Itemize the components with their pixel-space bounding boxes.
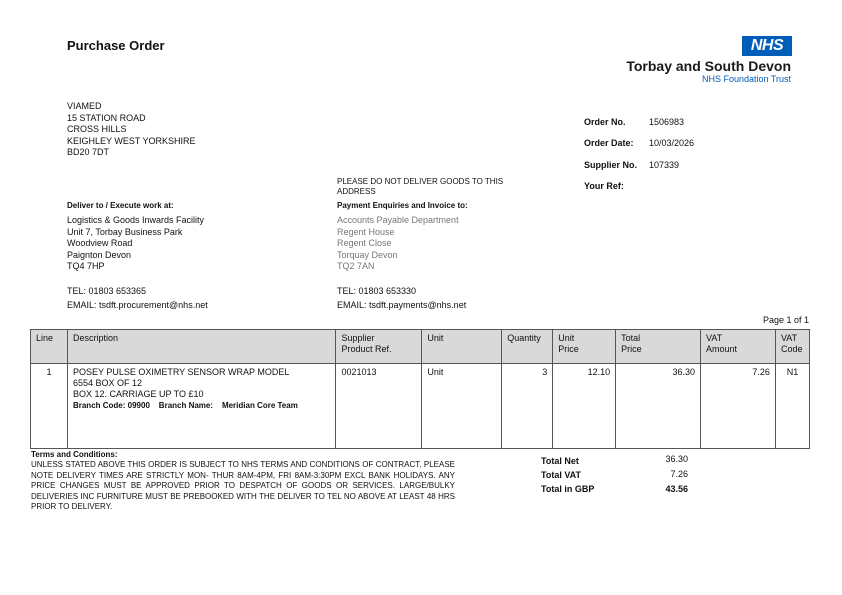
order-no-value: 1506983 (649, 117, 685, 127)
cell-vat-code: N1 (775, 364, 809, 449)
table-header-row (31, 330, 810, 364)
cell-description (67, 364, 336, 449)
terms-title: Terms and Conditions: (31, 450, 118, 459)
col-header-unit: Unit (422, 330, 502, 364)
org-subtitle: NHS Foundation Trust (701, 74, 791, 84)
col-header-vat-code-line: VAT (780, 333, 798, 343)
terms-section (31, 450, 455, 512)
col-header-quantity: Quantity (502, 330, 553, 364)
col-header-vat-amount-line: VAT (706, 333, 723, 343)
supplier-no-value: 107339 (649, 160, 680, 170)
description-line: 6554 BOX OF 12 (72, 378, 143, 388)
order-no-label: Order No. (584, 117, 626, 127)
description-line: POSEY PULSE OXIMETRY SENSOR WRAP MODEL (72, 367, 290, 377)
cell-vat-amount: 7.26 (701, 364, 776, 449)
org-name: Torbay and South Devon (626, 58, 791, 74)
page-indicator: Page 1 of 1 (762, 315, 809, 325)
branch-code: 09900 (127, 401, 150, 410)
col-header-total-price-line: Price (621, 344, 642, 354)
payment-address-line: Accounts Payable Department (337, 215, 459, 225)
col-header-vat-code-line: Code (780, 344, 803, 354)
deliver-address-line: Unit 7, Torbay Business Park (67, 226, 183, 237)
delivery-notice-line: PLEASE DO NOT DELIVER GOODS TO THIS (337, 177, 504, 186)
payment-heading: Payment Enquiries and Invoice to: (337, 201, 468, 210)
col-header-vat-code (775, 330, 809, 364)
order-date-value: 10/03/2026 (649, 138, 695, 148)
cell-quantity: 3 (502, 364, 553, 449)
cell-unit-price: 12.10 (553, 364, 616, 449)
branch-name: Meridian Core Team (221, 401, 298, 410)
cell-line: 1 (31, 364, 68, 449)
deliver-address-line: Logistics & Goods Inwards Facility (67, 215, 205, 225)
col-header-vat-amount (701, 330, 776, 364)
supplier-address-line: CROSS HILLS (67, 124, 127, 135)
total-vat-label: Total VAT (541, 470, 581, 480)
deliver-tel: TEL: 01803 653365 (67, 286, 147, 296)
col-header-description: Description (67, 330, 336, 364)
col-header-unit-price-line: Price (558, 344, 579, 354)
cell-supplier-ref: 0021013 (336, 364, 422, 449)
cell-unit: Unit (422, 364, 502, 449)
payment-email: EMAIL: tsdft.payments@nhs.net (337, 300, 467, 310)
col-header-supplier-ref-line: Product Ref. (341, 344, 392, 354)
branch-code-label: Branch Code: (72, 401, 126, 410)
payment-address-line: Regent House (337, 226, 395, 237)
col-header-total-price-line: Total (621, 333, 641, 343)
supplier-no-label: Supplier No. (584, 160, 638, 170)
order-date-label: Order Date: (584, 138, 634, 148)
col-header-unit-price-line: Unit (558, 333, 575, 343)
col-header-vat-amount-line: Amount (706, 344, 738, 354)
total-vat-value: 7.26 (670, 469, 688, 479)
supplier-address-line: BD20 7DT (67, 147, 110, 158)
table-row (31, 364, 810, 449)
total-net-label: Total Net (541, 456, 579, 466)
your-ref-label: Your Ref: (584, 181, 624, 191)
supplier-address-line: 15 STATION ROAD (67, 112, 146, 123)
deliver-email: EMAIL: tsdft.procurement@nhs.net (67, 300, 208, 310)
col-header-unit-price (553, 330, 616, 364)
total-net-value: 36.30 (665, 454, 688, 464)
deliver-address-line: Woodview Road (67, 238, 133, 249)
total-gbp-value: 43.56 (665, 484, 688, 494)
col-header-supplier-ref-line: Supplier (341, 333, 375, 343)
payment-address-line: TQ2 7AN (337, 261, 375, 272)
deliver-address-line: TQ4 7HP (67, 261, 105, 272)
deliver-address (67, 215, 204, 273)
payment-tel: TEL: 01803 653330 (337, 286, 417, 296)
page-title: Purchase Order (67, 38, 165, 53)
supplier-address (67, 101, 196, 159)
total-gbp-label: Total in GBP (541, 484, 595, 494)
payment-address (337, 215, 459, 273)
description-line: BOX 12. CARRIAGE UP TO £10 (72, 389, 204, 399)
col-header-supplier-ref (336, 330, 422, 364)
deliver-heading: Deliver to / Execute work at: (67, 201, 174, 210)
supplier-address-line: VIAMED (67, 101, 102, 111)
payment-address-line: Torquay Devon (337, 249, 398, 260)
supplier-address-line: KEIGHLEY WEST YORKSHIRE (67, 135, 196, 146)
payment-address-line: Regent Close (337, 238, 392, 249)
deliver-address-line: Paignton Devon (67, 249, 132, 260)
nhs-logo-text: NHS (750, 37, 784, 54)
terms-body: UNLESS STATED ABOVE THIS ORDER IS SUBJECT TO NHS TERMS AND CONDITIONS OF CONTRACT. PLEASE NOTE DELIVERY TIMES ARE STRICTLY MON- THUR 8AM-4PM, FRI 8AM-3:30PM EXCL BANK HOLIDAYS. ANY PRICE CHANGES MUST BE APPROVED PRIOR TO DESPATCH OF GOODS OR SERVICES. LARGE/BULKY DELIVERIES INC FURNITURE MUST BE PREBOOKED WITH THE DELIVER TO TEL NO ABOVE AT LEAST 48 HRS PRIOR TO DELIVERY. (31, 460, 455, 512)
col-header-line: Line (31, 330, 68, 364)
branch-name-label: Branch Name: (158, 401, 214, 410)
delivery-notice-line: ADDRESS (337, 187, 376, 196)
line-items-table (30, 329, 810, 449)
cell-total-price: 36.30 (616, 364, 701, 449)
col-header-total-price (616, 330, 701, 364)
branch-info (73, 400, 331, 411)
delivery-notice (337, 177, 503, 197)
